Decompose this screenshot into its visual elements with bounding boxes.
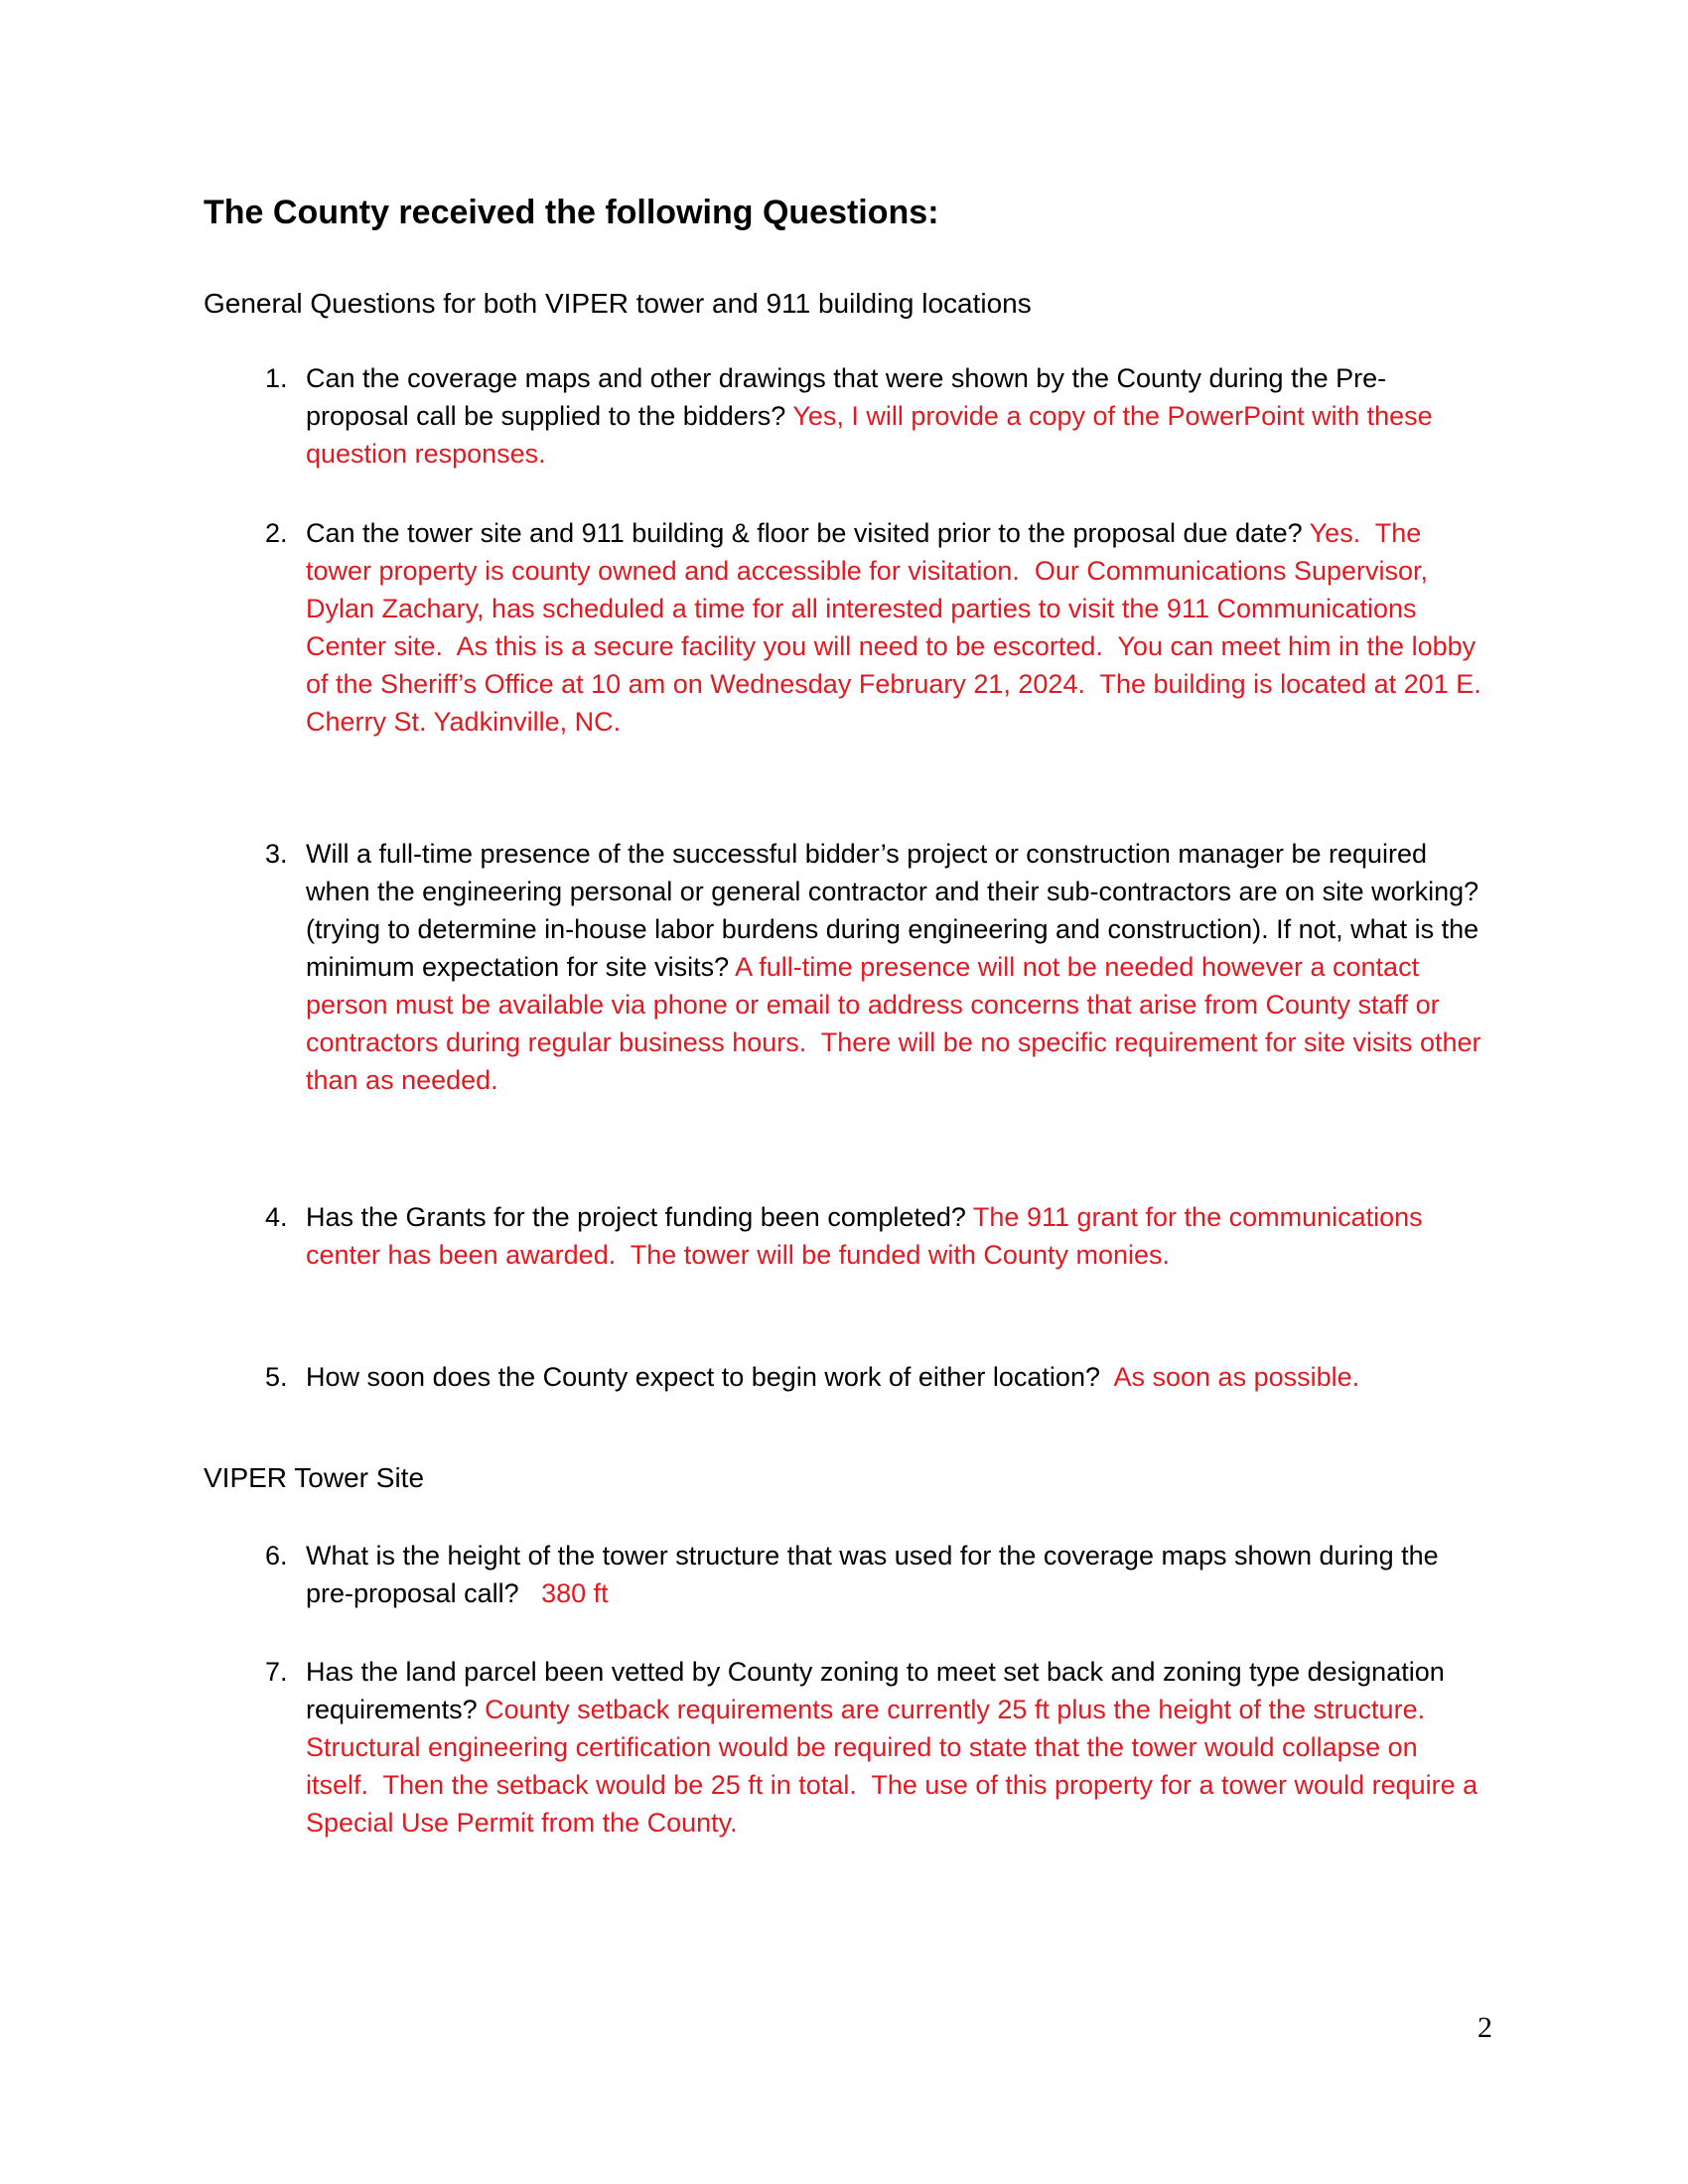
question-list-viper-tower	[204, 1537, 1484, 1842]
question-list-general	[204, 359, 1489, 1396]
question-text: Has the land parcel been vetted by County zoning to meet set back and zoning type designation requirements?	[306, 1657, 1453, 1724]
question-item-1	[204, 359, 1484, 473]
answer-text: As soon as possible.	[1113, 1362, 1360, 1392]
page-title: The County received the following Questions:	[204, 194, 939, 231]
question-item-5	[204, 1358, 1484, 1396]
answer-text: County setback requirements are currently 25 ft plus the height of the structure. Structural engineering certification would be required to state that the tower would collapse on itself. Then the setback would be 25 ft in total. The use of this property for a tower would require a Special Use Permit from the County.	[306, 1695, 1485, 1838]
answer-text: Yes, I will provide a copy of the PowerPoint with these question responses.	[306, 401, 1441, 469]
question-text: Can the tower site and 911 building & floor be visited prior to the proposal due date?	[306, 518, 1310, 548]
question-number: 5.	[265, 1362, 288, 1392]
question-item-6	[204, 1537, 1484, 1612]
question-item-4	[204, 1198, 1484, 1274]
question-item-7	[204, 1653, 1484, 1842]
question-text: Can the coverage maps and other drawings that were shown by the County during the Pre-proposal call be supplied to the bidders?	[306, 363, 1387, 431]
question-text: What is the height of the tower structure that was used for the coverage maps shown during the pre-proposal call?	[306, 1541, 1447, 1608]
section-heading-viper-tower-site: VIPER Tower Site	[204, 1462, 425, 1493]
question-number: 2.	[265, 518, 288, 548]
answer-text: Yes. The tower property is county owned and accessible for visitation. Our Communications Supervisor, Dylan Zachary, has scheduled a time for all interested parties to visit the 911 Communications Center site. As this is a secure facility you will need to be escorted. You can meet him in the lobby of the Sheriff’s Office at 10 am on Wednesday February 21, 2024. The building is located at 201 E. Cherry St. Yadkinville, NC.	[306, 518, 1489, 737]
page-number: 2	[1477, 2011, 1492, 2044]
answer-text: A full-time presence will not be needed however a contact person must be available via phone or email to address concerns that arise from County staff or contractors during regular business hours. There will be no specific requirement for site visits other than as needed.	[306, 952, 1489, 1095]
question-text: Has the Grants for the project funding been completed?	[306, 1202, 973, 1232]
question-number: 7.	[265, 1657, 288, 1687]
question-text: How soon does the County expect to begin work of either location?	[306, 1362, 1114, 1392]
question-item-2	[204, 514, 1489, 741]
question-number: 4.	[265, 1202, 288, 1232]
question-item-3	[204, 835, 1489, 1099]
question-number: 1.	[265, 363, 288, 393]
section-heading-general-questions: General Questions for both VIPER tower and 911 building locations	[204, 288, 1032, 319]
question-text: Will a full-time presence of the successful bidder’s project or construction manager be required when the engineering personal or general contractor and their sub-contractors are on site working? (trying to determine in-house labor burdens during engineering and construction). If not, what is the minimum expectation for site visits?	[306, 839, 1486, 982]
answer-text: 380 ft	[541, 1578, 609, 1608]
question-number: 6.	[265, 1541, 288, 1570]
answer-text: The 911 grant for the communications center has been awarded. The tower will be funded with County monies.	[306, 1202, 1431, 1270]
question-number: 3.	[265, 839, 288, 869]
